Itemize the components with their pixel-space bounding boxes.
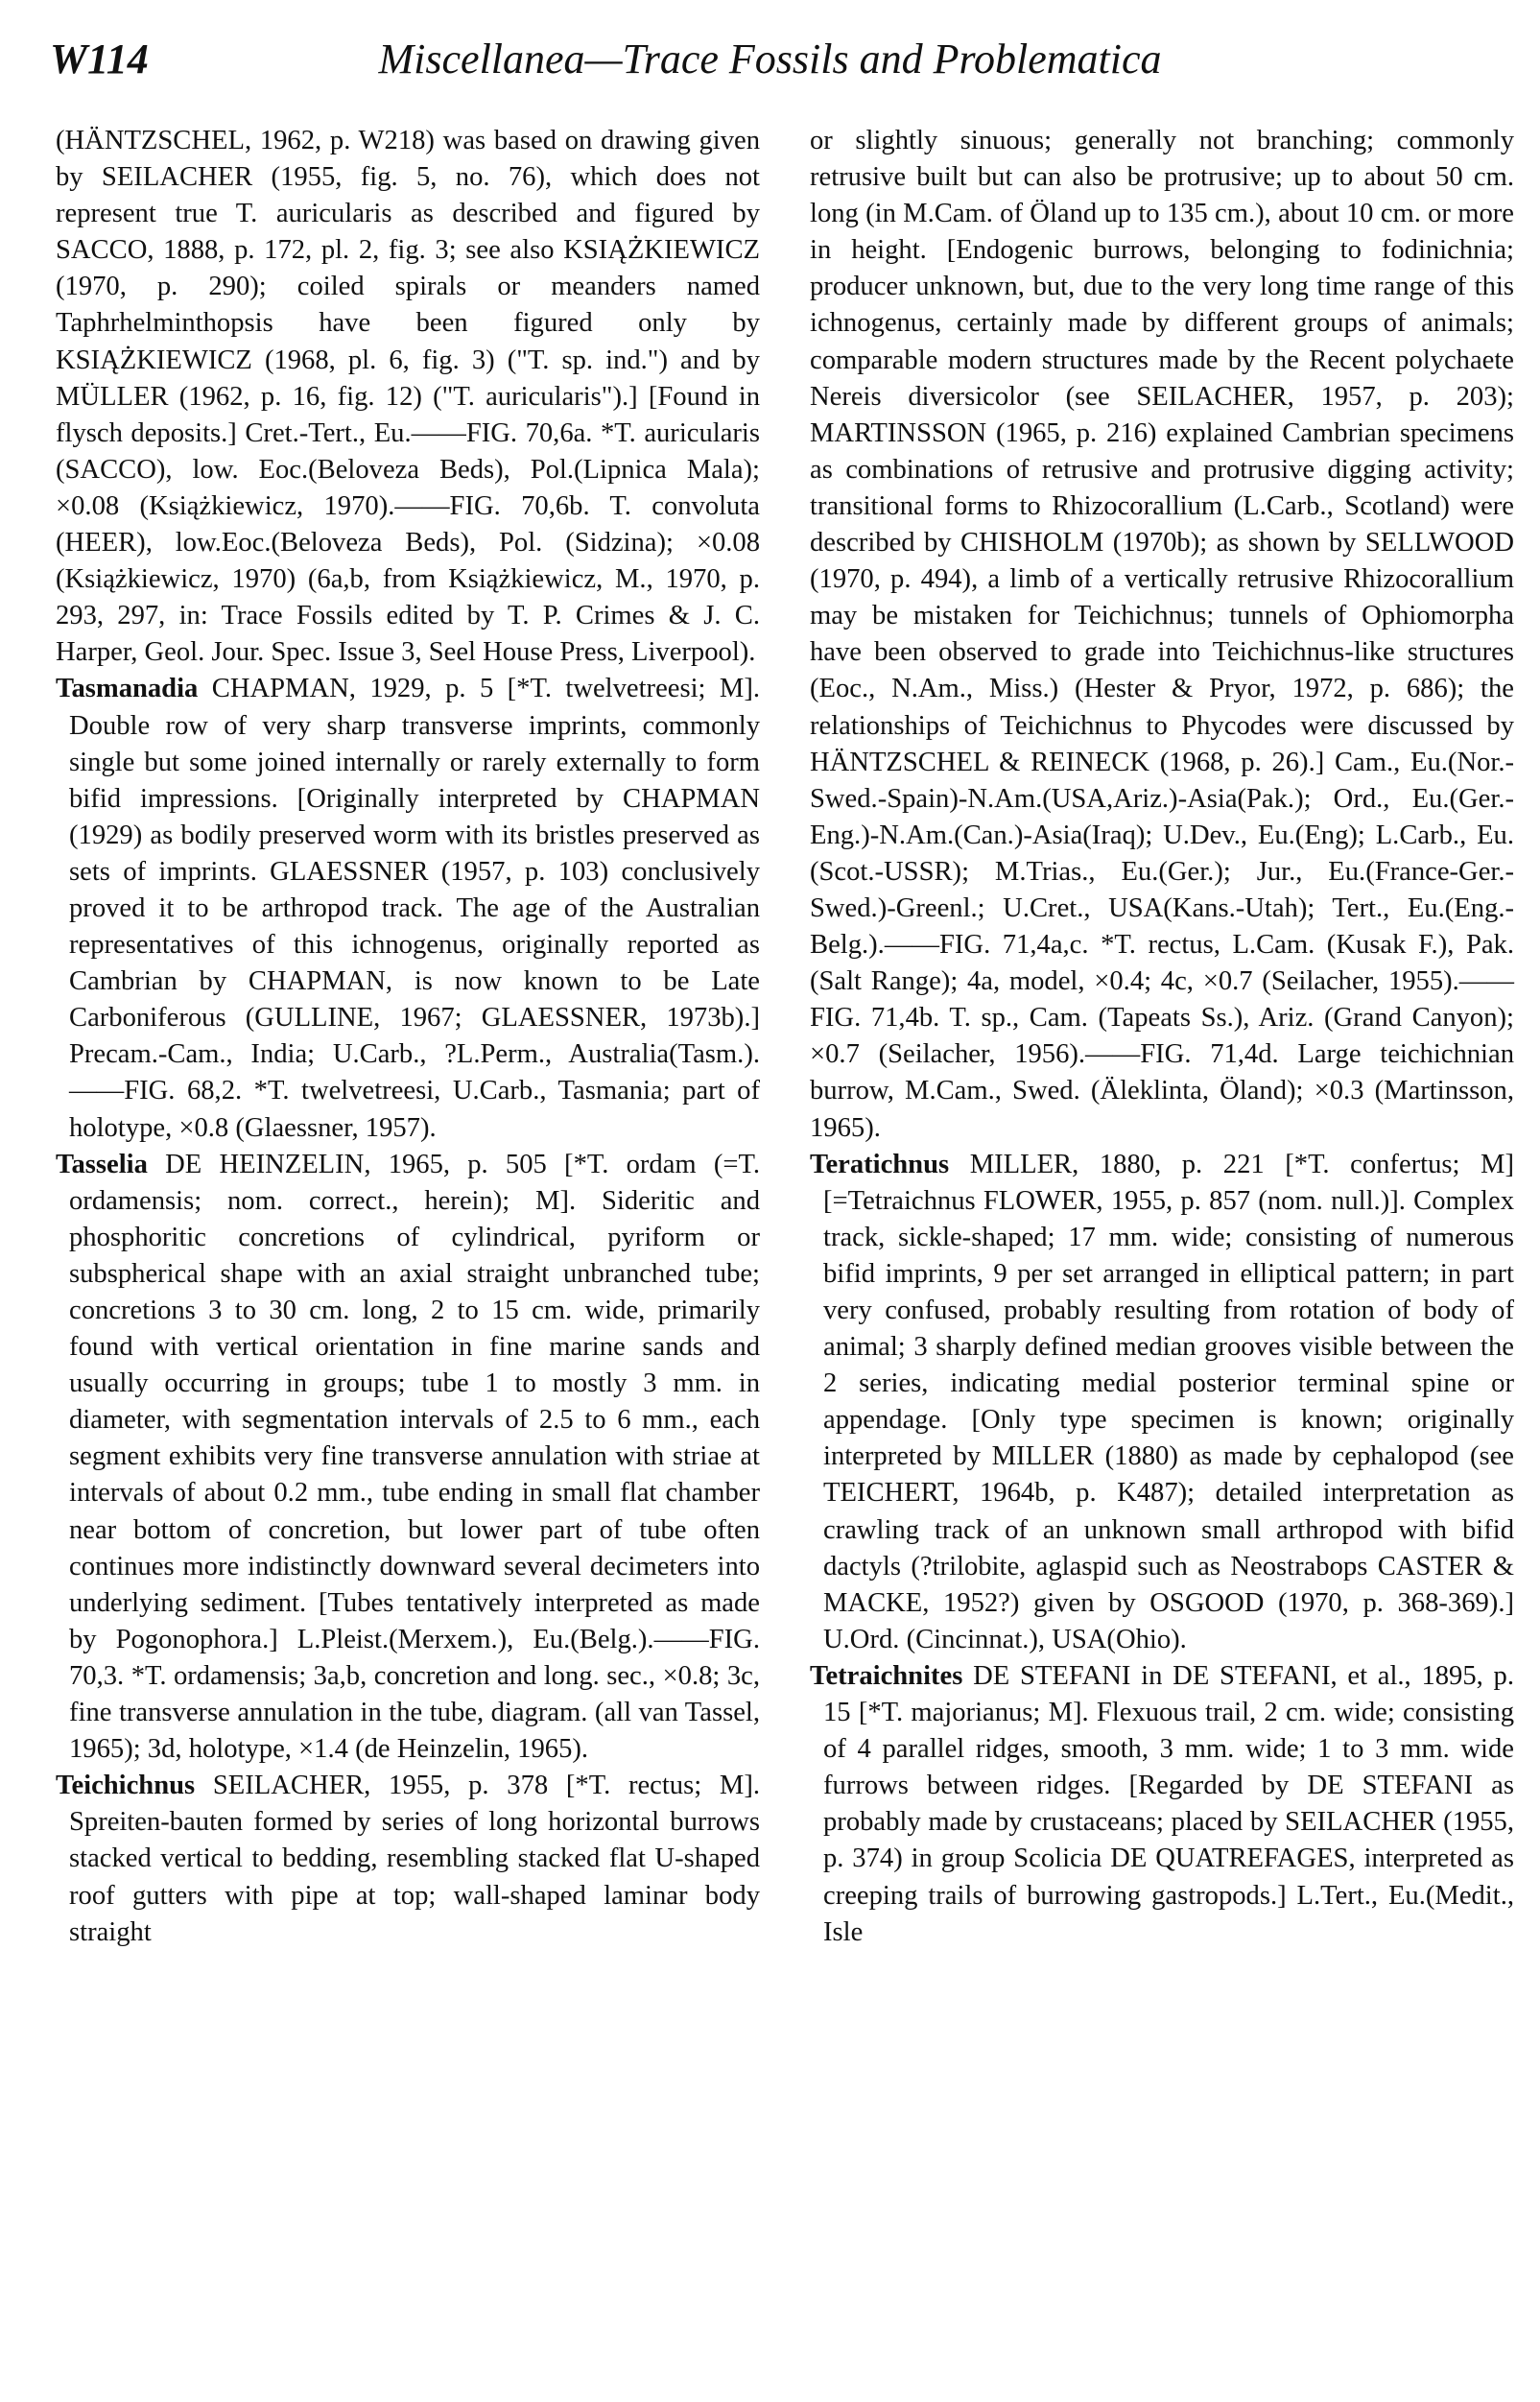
right-column — [810, 123, 1514, 1951]
entry-tetraichnites — [810, 1658, 1514, 1951]
entry-text: DE STEFANI in DE STEFANI, et al., 1895, p. 15 [*T. majorianus; M]. Flexuous trail, 2 cm. wide; consisting of 4 parallel ridges, smooth, 3 mm. wide; 1 to 3 mm. wide furrows between ridges. [Regarded by DE STEFANI as probably made by crustaceans; placed by SEILACHER (1955, p. 374) in group Scolicia DE QUATREFAGES, interpreted as creeping trails of burrowing gastropods.] L.Tert., Eu.(Medit., Isle — [823, 1660, 1514, 1947]
genus-name: Tasselia — [56, 1149, 148, 1179]
entry-tasmanadia — [56, 671, 760, 1146]
genus-name: Teratichnus — [810, 1149, 950, 1179]
entry-text: MILLER, 1880, p. 221 [*T. confertus; M] [=Tetraichnus FLOWER, 1955, p. 857 (nom. null.)]. Complex track, sickle-shaped; 17 mm. wide; consisting of numerous bifid imprints, 9 per set arranged in elliptical pattern; in part very confused, probably resulting from rotation of body of animal; 3 sharply defined median grooves visible between the 2 series, indicating medial posterior terminal spine or appendage. [Only type specimen is known; originally interpreted by MILLER (1880) as made by cephalopod (see TEICHERT, 1964b, p. K487); detailed interpretation as crawling track of an unknown small arthropod with bifid dactyls (?trilobite, aglaspid such as Neostrabops CASTER & MACKE, 1952?) given by OSGOOD (1970, p. 368-369).] U.Ord. (Cincinnat.), USA(Ohio). — [823, 1149, 1514, 1654]
left-column — [56, 123, 760, 1951]
text-columns — [56, 123, 1514, 1951]
entry-text: CHAPMAN, 1929, p. 5 [*T. twelvetreesi; M]. Double row of very sharp transverse imprints, commonly single but some joined internally or rarely externally to form bifid impressions. [Originally interpreted by CHAPMAN (1929) as bodily preserved worm with its bristles preserved as sets of imprints. GLAESSNER (1957, p. 103) conclusively proved it to be arthropod track. The age of the Australian representatives of this ichnogenus, originally reported as Cambrian by CHAPMAN, is now known to be Late Carboniferous (GULLINE, 1967; GLAESSNER, 1973b).] Precam.-Cam., India; U.Carb., ?L.Perm., Australia(Tasm.).——FIG. 68,2. *T. twelvetreesi, U.Carb., Tasmania; part of holotype, ×0.8 (Glaessner, 1957). — [69, 674, 760, 1143]
page-number: W114 — [50, 36, 149, 83]
page-header — [19, 19, 1521, 86]
entry-text: SEILACHER, 1955, p. 378 [*T. rectus; M]. Spreiten-bauten formed by series of long horizontal burrows stacked vertical to bedding, resembling stacked flat U-shaped roof gutters with pipe at top; wall-shaped laminar body straight — [69, 1771, 760, 1947]
genus-name: Teichichnus — [56, 1771, 196, 1801]
running-title: Miscellanea—Trace Fossils and Problematica — [378, 36, 1162, 83]
continued-paragraph: or slightly sinuous; generally not branching; commonly retrusive built but can also be protrusive; up to about 50 cm. long (in M.Cam. of Öland up to 135 cm.), about 10 cm. or more in height. [Endogenic burrows, belonging to fodinichnia; producer unknown, but, due to the very long time range of this ichnogenus, certainly made by different groups of animals; comparable modern structures made by the Recent polychaete Nereis diversicolor (see SEILACHER, 1957, p. 203); MARTINSSON (1965, p. 216) explained Cambrian specimens as combinations of retrusive and protrusive digging activity; transitional forms to Rhizocorallium (L.Carb., Scotland) were described by CHISHOLM (1970b); as shown by SELLWOOD (1970, p. 494), a limb of a vertically retrusive Rhizocorallium may be mistaken for Teichichnus; tunnels of Ophiomorpha have been observed to grade into Teichichnus-like structures (Eoc., N.Am., Miss.) (Hester & Pryor, 1972, p. 686); the relationships of Teichichnus to Phycodes were discussed by HÄNTZSCHEL & REINECK (1968, p. 26).] Cam., Eu.(Nor.-Swed.-Spain)-N.Am.(USA,Ariz.)-Asia(Pak.); Ord., Eu.(Ger.-Eng.)-N.Am.(Can.)-Asia(Iraq); U.Dev., Eu.(Eng); L.Carb., Eu.(Scot.-USSR); M.Trias., Eu.(Ger.); Jur., Eu.(France-Ger.-Swed.)-Greenl.; U.Cret., USA(Kans.-Utah); Tert., Eu.(Eng.-Belg.).——FIG. 71,4a,c. *T. rectus, L.Cam. (Kusak F.), Pak.(Salt Range); 4a, model, ×0.4; 4c, ×0.7 (Seilacher, 1955).——FIG. 71,4b. T. sp., Cam. (Tapeats Ss.), Ariz. (Grand Canyon); ×0.7 (Seilacher, 1956).——FIG. 71,4d. Large teichichnian burrow, M.Cam., Swed. (Äleklinta, Öland); ×0.3 (Martinsson, 1965). — [810, 126, 1514, 1143]
entry-teratichnus — [810, 1147, 1514, 1658]
entry-text: DE HEINZELIN, 1965, p. 505 [*T. ordam (=T. ordamensis; nom. correct., herein); M]. Sideritic and phosphoritic concretions of cylindrical, pyriform or subspherical shape with an axial straight unbranched tube; concretions 3 to 30 cm. long, 2 to 15 cm. wide, primarily found with vertical orientation in fine marine sands and usually occurring in groups; tube 1 to mostly 3 mm. in diameter, with segmentation intervals of 2.5 to 6 mm., each segment exhibits very fine transverse annulation with striae at intervals of about 0.2 mm., tube ending in small flat chamber near bottom of concretion, but lower part of tube often continues more indistinctly downward several decimeters into underlying sediment. [Tubes tentatively interpreted as made by Pogonophora.] L.Pleist.(Merxem.), Eu.(Belg.).——FIG. 70,3. *T. ordamensis; 3a,b, concretion and long. sec., ×0.8; 3c, fine transverse annulation in the tube, diagram. (all van Tassel, 1965); 3d, holotype, ×1.4 (de Heinzelin, 1965). — [69, 1149, 760, 1765]
entry-teichichnus — [56, 1768, 760, 1950]
continued-paragraph: (HÄNTZSCHEL, 1962, p. W218) was based on drawing given by SEILACHER (1955, fig. 5, no. 76), which does not represent true T. auricularis as described and figured by SACCO, 1888, p. 172, pl. 2, fig. 3; see also KSIĄŻKIEWICZ (1970, p. 290); coiled spirals or meanders named Taphrhelminthopsis have been figured only by KSIĄŻKIEWICZ (1968, pl. 6, fig. 3) ("T. sp. ind.") and by MÜLLER (1962, p. 16, fig. 12) ("T. auricularis").] [Found in flysch deposits.] Cret.-Tert., Eu.——FIG. 70,6a. *T. auricularis (SACCO), low. Eoc.(Beloveza Beds), Pol.(Lipnica Mala); ×0.08 (Książkiewicz, 1970).——FIG. 70,6b. T. convoluta (HEER), low.Eoc.(Beloveza Beds), Pol. (Sidzina); ×0.08 (Książkiewicz, 1970) (6a,b, from Książkiewicz, M., 1970, p. 293, 297, in: Trace Fossils edited by T. P. Crimes & J. C. Harper, Geol. Jour. Spec. Issue 3, Seel House Press, Liverpool). — [56, 126, 760, 668]
genus-name: Tetraichnites — [810, 1660, 963, 1691]
genus-name: Tasmanadia — [56, 674, 199, 704]
entry-tasselia — [56, 1147, 760, 1769]
